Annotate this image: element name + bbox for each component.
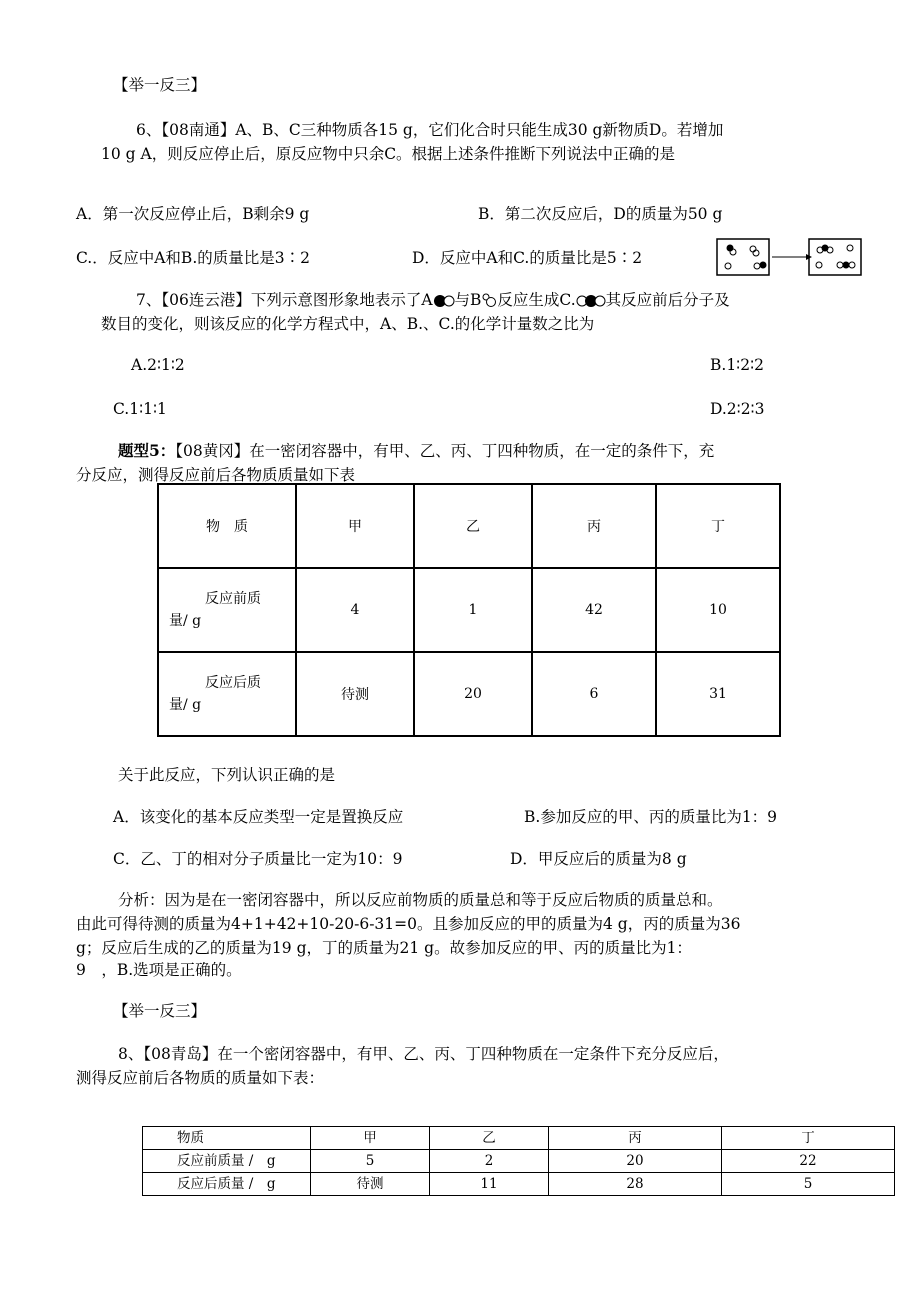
table-cell: 20	[549, 1150, 722, 1173]
q8-stem-line2: 测得反应前后各物质的质量如下表：	[76, 1069, 325, 1087]
row-label-part: 反应前质	[205, 591, 261, 607]
table-cell: 5	[311, 1150, 430, 1173]
row-label-part: 量/ g	[169, 697, 202, 713]
table-cell: 物质	[143, 1127, 311, 1150]
mass-table-1	[157, 483, 781, 737]
table-cell: 42	[532, 568, 656, 652]
table-row	[143, 1150, 895, 1173]
q6-stem-line1: 6、【08南通】A、B、C三种物质各15 g，它们化合时只能生成30 g新物质D。若增加	[136, 121, 724, 139]
q7-text-4: 其反应前后分子及	[605, 291, 730, 309]
table-cell: 反应后质量 / g	[143, 1173, 311, 1196]
table-cell: 甲	[311, 1127, 430, 1150]
section-heading: 【举一反三】	[113, 76, 207, 94]
table-cell: 待测	[296, 652, 414, 736]
q7-option-d: D.2∶2∶3	[710, 400, 765, 418]
table-cell: 10	[656, 568, 780, 652]
table-cell: 乙	[430, 1127, 549, 1150]
analysis-line2: 由此可得待测的质量为4+1+42+10-20-6-31=0。且参加反应的甲的质量为4 g，丙的质量为36	[76, 915, 741, 933]
q6-option-b: B．第二次反应后，D的质量为50 g	[478, 205, 723, 223]
table-cell: 丁	[722, 1127, 895, 1150]
q8-stem-line1: 8、【08青岛】在一个密闭容器中，有甲、乙、丙、丁四种物质在一定条件下充分反应后，	[118, 1045, 729, 1063]
table-cell: 物 质	[158, 484, 296, 568]
type5-stem-line2: 分反应，测得反应前后各物质质量如下表	[76, 466, 356, 484]
q5-option-b: B.参加反应的甲、丙的质量比为1：9	[524, 808, 778, 826]
q6-option-c: C.．反应中A和B.的质量比是3∶2	[76, 249, 310, 267]
q7-text-1: 7、【06连云港】下列示意图形象地表示了A	[136, 291, 433, 309]
molecule-c-icon	[576, 294, 606, 308]
section-heading-2: 【举一反三】	[113, 1002, 207, 1020]
q7-text-3: 反应生成C.	[497, 291, 576, 309]
table-cell: 11	[430, 1173, 549, 1196]
table-cell: 5	[722, 1173, 895, 1196]
table-row	[158, 484, 780, 568]
analysis-line1: 分析：因为是在一密闭容器中，所以反应前物质的质量总和等于反应后物质的质量总和。	[118, 891, 723, 909]
table-cell: 20	[414, 652, 532, 736]
q7-text-2: 与B	[454, 291, 482, 309]
q6-option-a: A．第一次反应停止后，B剩余9 g	[76, 205, 310, 223]
row-label-part: 反应后质	[205, 675, 261, 691]
table-cell: 乙	[414, 484, 532, 568]
q6-option-d: D．反应中A和C.的质量比是5∶2	[412, 249, 643, 267]
reaction-diagram	[716, 238, 862, 278]
type5-label: 题型5：	[118, 441, 176, 460]
table-cell: 待测	[311, 1173, 430, 1196]
type5-text: 【08黄冈】在一密闭容器中，有甲、乙、丙、丁四种物质，在一定的条件下，充	[175, 442, 715, 460]
q6-stem-line2: 10 g A，则反应停止后，原反应物中只余C。根据上述条件推断下列说法中正确的是	[101, 145, 676, 163]
row-label	[158, 568, 296, 652]
type5-stem-line1	[118, 440, 714, 462]
mass-table-2	[142, 1126, 895, 1196]
table-cell: 反应前质量 / g	[143, 1150, 311, 1173]
q5-stem: 关于此反应，下列认识正确的是	[118, 766, 336, 784]
table-row	[158, 652, 780, 736]
table-row	[143, 1127, 895, 1150]
table-cell: 甲	[296, 484, 414, 568]
table-cell: 丙	[532, 484, 656, 568]
q7-option-a: A.2∶1∶2	[131, 356, 185, 374]
row-label	[158, 652, 296, 736]
q7-option-c: C.1∶1∶1	[113, 400, 167, 418]
table-cell: 6	[532, 652, 656, 736]
q7-stem-line2: 数目的变化，则该反应的化学方程式中，A、B.、C.的化学计量数之比为	[101, 315, 595, 333]
q5-option-c: C．乙、丁的相对分子质量比一定为10：9	[113, 850, 403, 868]
q5-option-d: D．甲反应后的质量为8 g	[510, 850, 687, 868]
table-row	[158, 568, 780, 652]
table-row	[143, 1173, 895, 1196]
molecule-b-icon	[481, 292, 497, 308]
q7-stem-line1	[136, 289, 730, 311]
analysis-line4: 9 ，B.选项是正确的。	[76, 961, 242, 979]
row-label-part: 量/ g	[169, 613, 202, 629]
q5-option-a: A．该变化的基本反应类型一定是置换反应	[113, 808, 404, 826]
molecule-a-icon	[433, 294, 455, 308]
table-cell: 31	[656, 652, 780, 736]
q7-option-b: B.1∶2∶2	[710, 356, 764, 374]
table-cell: 4	[296, 568, 414, 652]
table-cell: 28	[549, 1173, 722, 1196]
table-cell: 2	[430, 1150, 549, 1173]
table-cell: 1	[414, 568, 532, 652]
analysis-line3: g；反应后生成的乙的质量为19 g，丁的质量为21 g。故参加反应的甲、丙的质量比为1：	[76, 939, 692, 957]
table-cell: 22	[722, 1150, 895, 1173]
table-cell: 丙	[549, 1127, 722, 1150]
table-cell: 丁	[656, 484, 780, 568]
